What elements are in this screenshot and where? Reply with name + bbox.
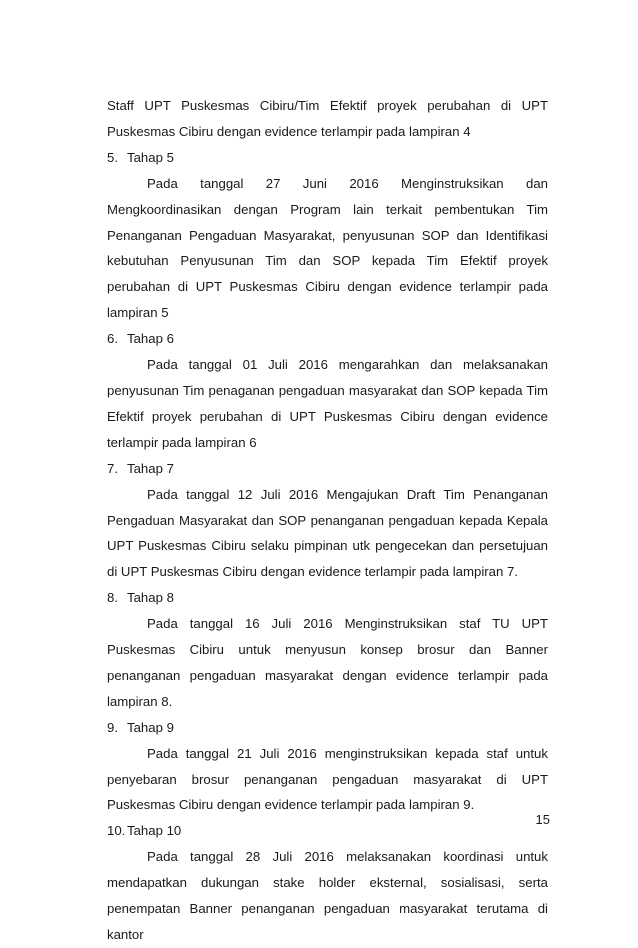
step-title: Tahap 9 [127,719,174,735]
step-heading [107,456,548,482]
step-number: 7. [107,460,118,476]
step-body: Pada tanggal 16 Juli 2016 Menginstruksikan staf TU UPT Puskesmas Cibiru untuk menyusun konsep brosur dan Banner penanganan pengaduan masyarakat dengan evidence terlampir pada lampiran 8. [107,616,548,709]
step-number: 5. [107,149,118,165]
step-heading [107,145,548,171]
step-heading [107,326,548,352]
step-title: Tahap 6 [127,331,174,347]
step-body: Pada tanggal 27 Juni 2016 Menginstruksikan dan Mengkoordinasikan dengan Program lain terkait pembentukan Tim Penanganan Pengaduan Masyarakat, penyusunan SOP dan Identifikasi kebutuhan Penyusunan Tim dan SOP kepada Tim Efektif proyek perubahan di UPT Puskesmas Cibiru dengan evidence terlampir pada lampiran 5 [107,175,548,321]
step-number: 10. [107,823,126,839]
step-number: 9. [107,719,118,735]
step-body: Pada tanggal 01 Juli 2016 mengarahkan dan melaksanakan penyusunan Tim penaganan pengaduan masyarakat dan SOP kepada Tim Efektif proyek perubahan di UPT Puskesmas Cibiru dengan evidence terlampir pada lampiran 6 [107,357,548,450]
page-body [107,93,548,948]
step-heading [107,818,548,844]
step-body: Pada tanggal 21 Juli 2016 menginstruksikan kepada staf untuk penyebaran brosur penanganan pengaduan masyarakat di UPT Puskesmas Cibiru dengan evidence terlampir pada lampiran 9. [107,745,548,813]
intro-line-2: Puskesmas Cibiru dengan evidence terlampir pada lampiran 4 [107,123,471,139]
step-title: Tahap 10 [127,823,182,839]
step-heading [107,715,548,741]
step-number: 8. [107,590,118,606]
step-title: Tahap 7 [127,460,174,476]
step-body: Pada tanggal 12 Juli 2016 Mengajukan Draft Tim Penanganan Pengaduan Masyarakat dan SOP penanganan pengaduan kepada Kepala UPT Puskesmas Cibiru selaku pimpinan utk pengecekan dan persetujuan di UPT Puskesmas Cibiru dengan evidence terlampir pada lampiran 7. [107,486,548,580]
step-title: Tahap 5 [127,149,174,165]
intro-line-1: Staff UPT Puskesmas Cibiru/Tim Efektif proyek perubahan di UPT [107,98,548,113]
step-number: 6. [107,331,118,347]
step-title: Tahap 8 [127,590,174,606]
step-heading [107,585,548,611]
step-body: Pada tanggal 28 Juli 2016 melaksanakan koordinasi untuk mendapatkan dukungan stake holder eksternal, sosialisasi, serta penempatan Banner penanganan pengaduan masyarakat terutama di kantor [107,849,548,942]
page-number: 15 [535,812,550,827]
